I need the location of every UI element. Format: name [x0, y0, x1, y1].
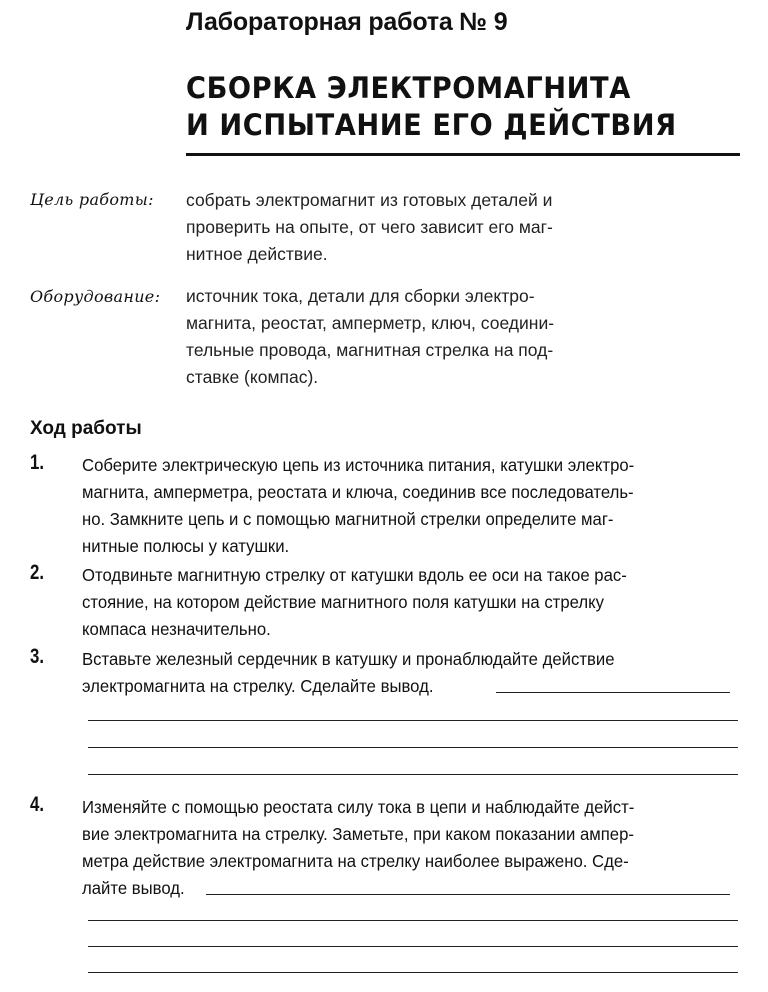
- goal-line: нитное действие.: [186, 244, 328, 264]
- step-line: Изменяйте с помощью реостата силу тока в цепи и наблюдайте дейст-: [82, 797, 635, 817]
- step-3-answer-line[interactable]: [88, 774, 738, 775]
- step-4-answer-line[interactable]: [88, 972, 738, 973]
- step-number: 1.: [30, 451, 45, 474]
- equipment-line: магнита, реостат, амперметр, ключ, соедини-: [186, 313, 555, 333]
- equipment-label: Оборудование:: [30, 287, 161, 306]
- step-number: 2.: [30, 561, 45, 584]
- step-3-answer-line[interactable]: [88, 720, 738, 721]
- title-line-1: СБОРКА ЭЛЕКТРОМАГНИТА: [186, 71, 631, 105]
- step-number: 3.: [30, 645, 45, 668]
- goal-line: проверить на опыте, от чего зависит его маг-: [186, 217, 553, 237]
- step-line: Вставьте железный сердечник в катушку и пронаблюдайте действие: [82, 649, 615, 669]
- step-line: Отодвиньте магнитную стрелку от катушки вдоль ее оси на такое рас-: [82, 565, 627, 585]
- step-line: Соберите электрическую цепь из источника питания, катушки электро-: [82, 455, 635, 475]
- goal-line: собрать электромагнит из готовых деталей и: [186, 190, 553, 210]
- step-line: метра действие электромагнита на стрелку наиболее выражено. Сде-: [82, 851, 629, 871]
- step-line: магнита, амперметра, реостата и ключа, соединив все последователь-: [82, 482, 634, 502]
- step-3-inline-answer-blank[interactable]: [496, 692, 730, 693]
- step-4-answer-line[interactable]: [88, 946, 738, 947]
- step-line: вие электромагнита на стрелку. Заметьте, при каком показании ампер-: [82, 824, 634, 844]
- title-line-2: И ИСПЫТАНИЕ ЕГО ДЕЙСТВИЯ: [186, 108, 677, 142]
- step-line: но. Замкните цепь и с помощью магнитной стрелки определите маг-: [82, 509, 614, 529]
- title-underline: [186, 153, 740, 156]
- step-4-inline-answer-blank[interactable]: [206, 894, 730, 895]
- step-number: 4.: [30, 793, 45, 816]
- step-line: электромагнита на стрелку. Сделайте вывод.: [82, 676, 434, 696]
- step-line: нитные полюсы у катушки.: [82, 536, 290, 556]
- equipment-line: источник тока, детали для сборки электро-: [186, 286, 535, 306]
- goal-text: [186, 187, 646, 268]
- equipment-line: тельные провода, магнитная стрелка на под-: [186, 340, 554, 360]
- page-title: [186, 70, 712, 144]
- goal-label: Цель работы:: [30, 190, 154, 209]
- step-4-answer-line[interactable]: [88, 920, 738, 921]
- step-line: лайте вывод.: [82, 878, 185, 898]
- step-line: стояние, на котором действие магнитного поля катушки на стрелку: [82, 592, 604, 612]
- equipment-line: ставке (компас).: [186, 367, 319, 387]
- lab-number-header: Лабораторная работа № 9: [186, 8, 508, 36]
- step-3-answer-line[interactable]: [88, 747, 738, 748]
- step-text: [82, 452, 742, 560]
- step-text: [82, 562, 742, 643]
- step-text: [82, 794, 742, 902]
- procedure-heading: Ход работы: [30, 418, 142, 439]
- step-line: компаса незначительно.: [82, 619, 271, 639]
- equipment-text: [186, 283, 646, 391]
